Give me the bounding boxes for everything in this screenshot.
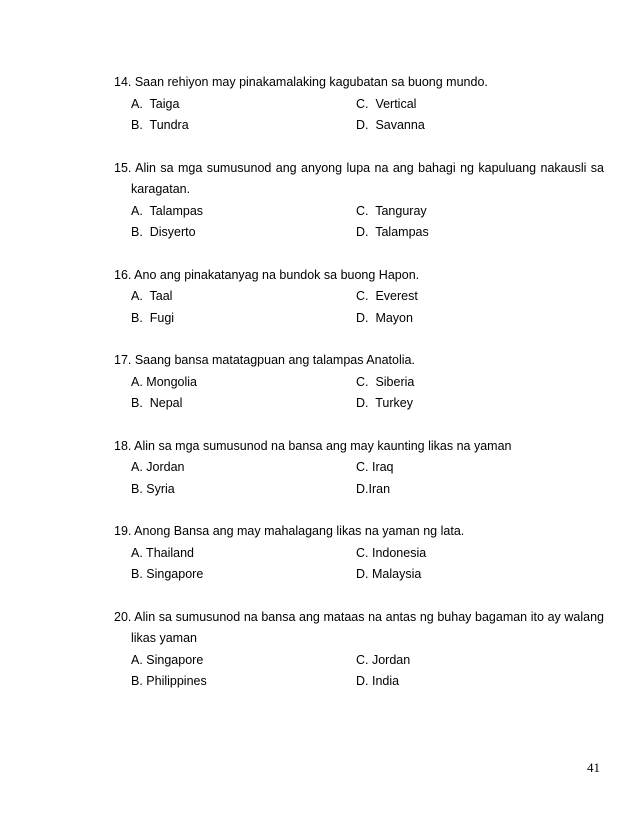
option-c: C. Iraq <box>356 460 394 474</box>
question-17 <box>114 350 604 415</box>
option-a: A. Singapore <box>131 652 204 667</box>
question-text: 14. Saan rehiyon may pinakamalaking kagubatan sa buong mundo. <box>114 75 488 89</box>
option-b: B. Philippines <box>131 674 207 688</box>
options-row <box>114 201 604 223</box>
options-row <box>114 650 604 672</box>
options-row <box>114 671 604 693</box>
option-d: D. Malaysia <box>356 567 422 581</box>
options-row <box>114 479 604 501</box>
question-text: 20. Alin sa sumusunod na bansa ang mataas na antas ng buhay bagaman ito ay walang likas yaman <box>114 609 604 645</box>
option-c: C. Siberia <box>356 374 415 389</box>
options-row <box>114 308 604 330</box>
question-text: 16. Ano ang pinakatanyag na bundok sa buong Hapon. <box>114 267 420 282</box>
option-a: A. Talampas <box>131 203 204 218</box>
question-list <box>114 72 604 714</box>
options-row <box>114 564 604 586</box>
options-row <box>114 457 604 479</box>
question-20 <box>114 607 604 693</box>
option-b: B. Nepal <box>131 396 183 410</box>
options-row <box>114 393 604 415</box>
option-a: A. Thailand <box>131 545 195 560</box>
question-15 <box>114 158 604 244</box>
option-d: D. Mayon <box>356 310 413 325</box>
option-d: D.Iran <box>356 481 391 496</box>
option-c: C. Indonesia <box>356 545 427 560</box>
option-d: D. India <box>356 674 400 688</box>
options-row <box>114 94 604 116</box>
option-a: A. Mongolia <box>131 374 198 389</box>
option-a: A. Taal <box>131 289 173 303</box>
options-row <box>114 372 604 394</box>
options-row <box>114 222 604 244</box>
option-a: A. Taiga <box>131 96 180 111</box>
option-b: B. Syria <box>131 481 175 496</box>
option-c: C. Tanguray <box>356 203 427 218</box>
option-d: D. Talampas <box>356 225 429 239</box>
option-b: B. Singapore <box>131 567 204 581</box>
question-text: 18. Alin sa mga sumusunod na bansa ang may kaunting likas na yaman <box>114 438 512 453</box>
option-c: C. Vertical <box>356 96 417 111</box>
options-row <box>114 286 604 308</box>
question-16 <box>114 265 604 330</box>
option-c: C. Everest <box>356 289 418 303</box>
question-text: 17. Saang bansa matatagpuan ang talampas Anatolia. <box>114 353 415 367</box>
option-c: C. Jordan <box>356 652 411 667</box>
option-d: D. Turkey <box>356 396 413 410</box>
question-14 <box>114 72 604 137</box>
option-b: B. Tundra <box>131 118 189 132</box>
option-d: D. Savanna <box>356 118 425 132</box>
option-a: A. Jordan <box>131 460 185 474</box>
option-b: B. Fugi <box>131 310 175 325</box>
question-18 <box>114 436 604 501</box>
page-number: 41 <box>587 760 600 775</box>
question-text: 19. Anong Bansa ang may mahalagang likas na yaman ng lata. <box>114 524 465 538</box>
options-row <box>114 543 604 565</box>
question-text: 15. Alin sa mga sumusunod ang anyong lupa na ang bahagi ng kapuluang nakausli sa karagatan. <box>114 160 604 196</box>
options-row <box>114 115 604 137</box>
option-b: B. Disyerto <box>131 225 196 239</box>
question-19 <box>114 521 604 586</box>
